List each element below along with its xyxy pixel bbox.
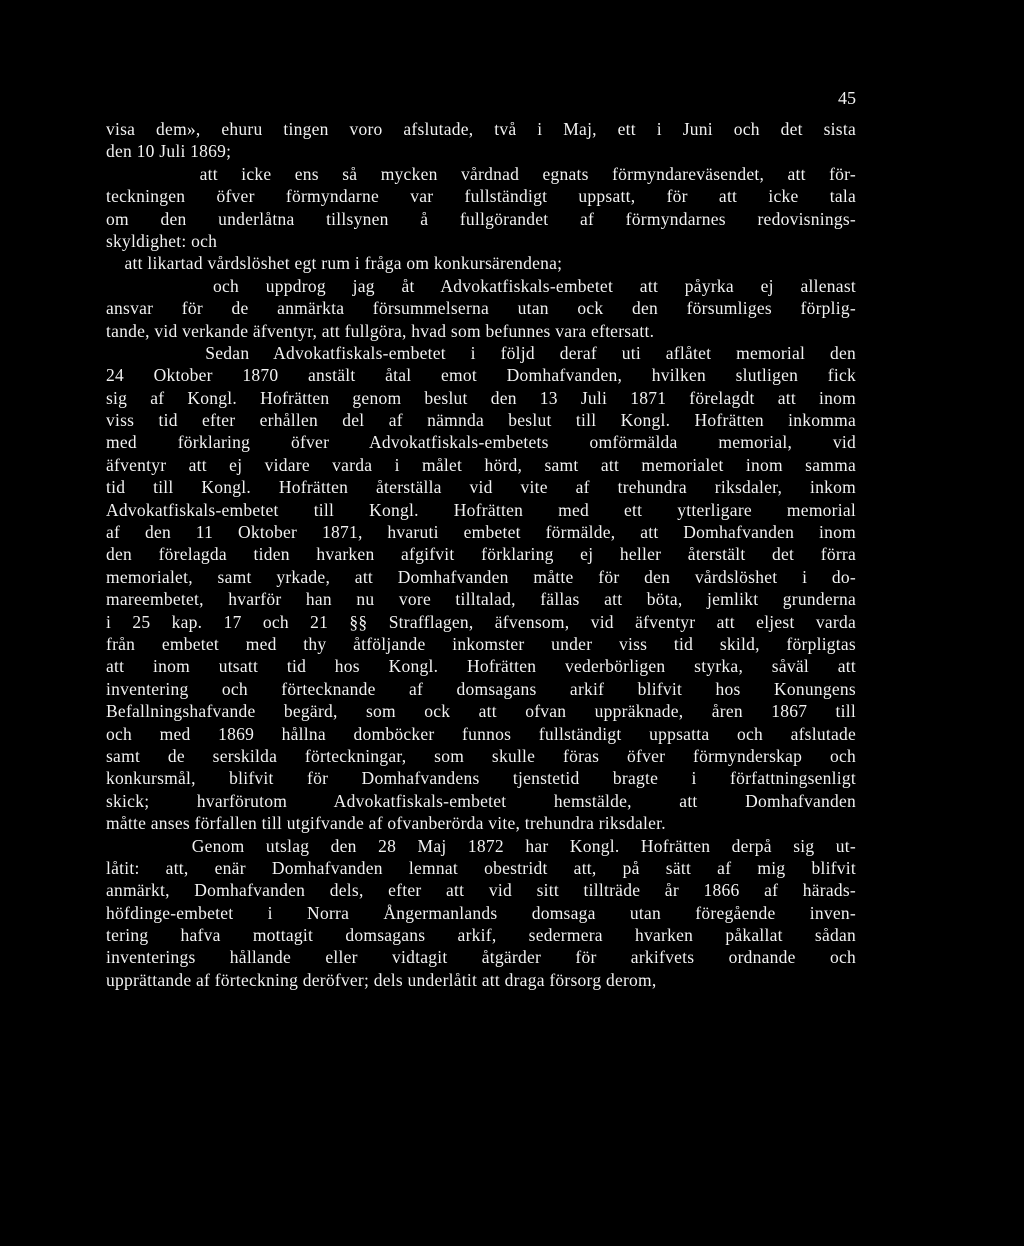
text-line: Advokatfiskals-embetet till Kongl. Hofrätten med ett ytterligare memorial (106, 499, 856, 520)
body-text (106, 118, 856, 991)
text-line: af den 11 Oktober 1871, hvaruti embetet förmälde, att Domhafvanden inom (106, 522, 856, 543)
text-line: ansvar för de anmärkta försummelserna utan ock den försumliges förplig- (106, 298, 856, 319)
text-line: memorialet, samt yrkade, att Domhafvanden måtte för den vårdslöshet i do- (106, 566, 856, 587)
text-line: måtte anses förfallen till utgifvande af ofvanberörda vite, trehundra riksdaler. (106, 813, 666, 834)
text-line: 24 Oktober 1870 anstält åtal emot Domhafvanden, hvilken slutligen fick (106, 365, 856, 386)
text-line: och med 1869 hållna domböcker funnos fullständigt uppsatta och afslutade (106, 723, 856, 744)
text-line: och uppdrog jag åt Advokatfiskals-embetet att påyrka ej allenast (106, 275, 856, 296)
text-line: inventering och förtecknande af domsagans arkif blifvit hos Konungens (106, 678, 856, 699)
text-line: äfventyr att ej vidare varda i målet hörd, samt att memorialet inom samma (106, 454, 856, 475)
text-line: samt de serskilda förteckningar, som skulle föras öfver förmynderskap och (106, 745, 856, 766)
text-line: viss tid efter erhållen del af nämnda beslut till Kongl. Hofrätten inkomma (106, 410, 856, 431)
text-line: Befallningshafvande begärd, som ock att ofvan uppräknade, åren 1867 till (106, 701, 856, 722)
text-line: tid till Kongl. Hofrätten återställa vid vite af trehundra riksdaler, inkom (106, 477, 856, 498)
text-line: tande, vid verkande äfventyr, att fullgöra, hvad som befunnes vara eftersatt. (106, 320, 655, 341)
text-line: höfdinge-embetet i Norra Ångermanlands domsaga utan föregående inven- (106, 902, 856, 923)
text-line: Genom utslag den 28 Maj 1872 har Kongl. Hofrätten derpå sig ut- (106, 835, 856, 856)
text-line: att icke ens så mycken vårdnad egnats förmyndareväsendet, att för- (106, 163, 856, 184)
page-number: 45 (838, 88, 856, 108)
text-line: låtit: att, enär Domhafvanden lemnat obestridt att, på sätt af mig blifvit (106, 857, 856, 878)
text-line: Sedan Advokatfiskals-embetet i följd deraf uti aflåtet memorial den (106, 342, 856, 363)
text-line: den förelagda tiden hvarken afgifvit förklaring ej heller återstält det förra (106, 544, 856, 565)
text-line: i 25 kap. 17 och 21 §§ Strafflagen, äfvensom, vid äfventyr att eljest varda (106, 611, 856, 632)
text-line: skyldighet: och (106, 230, 218, 251)
text-line: sig af Kongl. Hofrätten genom beslut den 13 Juli 1871 förelagdt att inom (106, 387, 856, 408)
text-line: om den underlåtna tillsynen å fullgörandet af förmyndarnes redovisnings- (106, 208, 856, 229)
text-line: att likartad vårdslöshet egt rum i fråga om konkursärendena; (106, 253, 563, 274)
text-line: visa dem», ehuru tingen voro afslutade, två i Maj, ett i Juni och det sista (106, 119, 856, 139)
text-line: konkursmål, blifvit för Domhafvandens tjenstetid bragte i författningsenligt (106, 768, 856, 789)
text-line: tering hafva mottagit domsagans arkif, sedermera hvarken påkallat sådan (106, 925, 856, 946)
text-line: teckningen öfver förmyndarne var fullständigt uppsatt, för att icke tala (106, 186, 856, 207)
text-line: att inom utsatt tid hos Kongl. Hofrätten vederbörligen styrka, såväl att (106, 656, 856, 677)
text-line: skick; hvarförutom Advokatfiskals-embetet hemstälde, att Domhafvanden (106, 790, 856, 811)
text-line: upprättande af förteckning deröfver; dels underlåtit att draga försorg derom, (106, 969, 657, 990)
text-line: den 10 Juli 1869; (106, 141, 232, 162)
text-line: inventerings hållande eller vidtagit åtgärder för arkifvets ordnande och (106, 947, 856, 968)
text-line: anmärkt, Domhafvanden dels, efter att vid sitt tillträde år 1866 af härads- (106, 880, 856, 901)
text-line: med förklaring öfver Advokatfiskals-embetets omförmälda memorial, vid (106, 432, 856, 453)
text-line: mareembetet, hvarför han nu vore tilltalad, fällas att böta, jemlikt grunderna (106, 589, 856, 610)
text-line: från embetet med thy åtföljande inkomster under viss tid skild, förpligtas (106, 633, 856, 654)
